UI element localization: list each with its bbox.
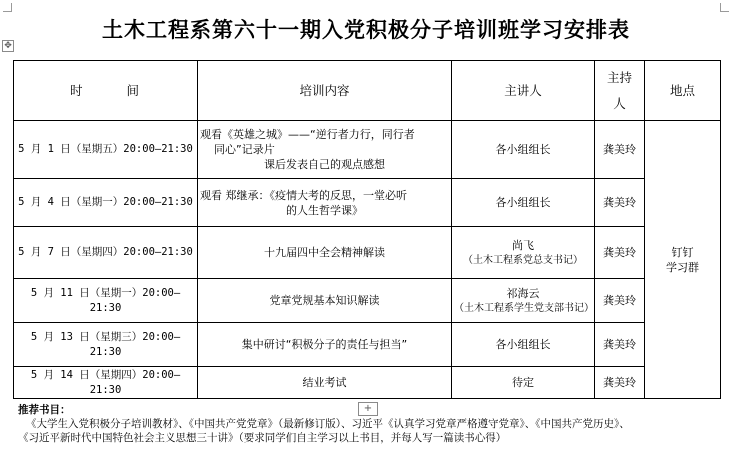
document-title: 土木工程系第六十一期入党积极分子培训班学习安排表 <box>102 17 630 42</box>
row-speaker <box>452 279 595 323</box>
location-line-1: 钉钉 <box>671 245 694 259</box>
row-speaker-name: 祁海云 <box>506 286 540 300</box>
table-header-row <box>14 61 721 121</box>
row-speaker-title: （土木工程系学生党支部书记） <box>454 302 594 314</box>
row-host: 龚美玲 <box>595 227 645 279</box>
row-content: 结业考试 <box>198 367 452 399</box>
header-content: 培训内容 <box>198 61 452 121</box>
header-host <box>595 61 645 121</box>
row-content <box>198 179 452 227</box>
row-speaker-title: （土木工程系党总支书记） <box>463 254 583 266</box>
row-speaker: 各小组组长 <box>452 179 595 227</box>
recommended-reading <box>18 403 728 445</box>
notes-line: 《大学生入党积极分子培训教材》、《中国共产党党章》（最新修订版）、习近平《认真学习党章严格遵守党章》、《中国共产党历史》、 <box>26 418 630 430</box>
header-speaker: 主讲人 <box>452 61 595 121</box>
row-speaker: 各小组组长 <box>452 323 595 367</box>
table-row <box>14 279 721 323</box>
table-row <box>14 179 721 227</box>
row-time: 5 月 13 日（星期三）20:00—21:30 <box>14 323 198 367</box>
row-content-line: 观看 郑继承：《疫情大考的反思，一堂必听 <box>200 188 407 202</box>
notes-heading: 推荐书目： <box>18 404 71 416</box>
notes-line: 《习近平新时代中国特色社会主义思想三十讲》（要求同学们自主学习以上书目，并每人写一篇读书心得） <box>18 432 507 444</box>
row-host: 龚美玲 <box>595 323 645 367</box>
row-content: 十九届四中全会精神解读 <box>198 227 452 279</box>
row-host: 龚美玲 <box>595 121 645 179</box>
row-content-line: 同心”记录片 <box>214 143 275 156</box>
table-row <box>14 227 721 279</box>
table-row <box>14 121 721 179</box>
row-host: 龚美玲 <box>595 179 645 227</box>
row-speaker: 待定 <box>452 367 595 399</box>
location-line-2: 学习群 <box>666 260 699 274</box>
table-row <box>14 367 721 399</box>
row-time: 5 月 11 日（星期一）20:00—21:30 <box>14 279 198 323</box>
row-content: 集中研讨“积极分子的责任与担当” <box>198 323 452 367</box>
schedule-table <box>13 60 721 399</box>
row-time: 5 月 14 日（星期四）20:00—21:30 <box>14 367 198 399</box>
page-corner-mark-left <box>3 3 12 12</box>
row-content-line: 观看《英雄之城》——“逆行者力行，同行者 <box>200 128 415 141</box>
header-time: 时 间 <box>14 61 198 121</box>
row-content-line: 的人生哲学课》 <box>286 203 363 217</box>
location-cell <box>645 121 721 399</box>
table-row <box>14 323 721 367</box>
header-location: 地点 <box>645 61 721 121</box>
page-corner-mark-right <box>720 3 729 12</box>
row-content: 党章党规基本知识解读 <box>198 279 452 323</box>
row-time: 5 月 1 日（星期五）20:00—21:30 <box>14 121 198 179</box>
row-host: 龚美玲 <box>595 367 645 399</box>
table-move-handle-icon[interactable]: ✥ <box>2 40 14 52</box>
row-speaker-name: 尚飞 <box>512 238 534 252</box>
header-host-label: 主持人 <box>606 69 632 111</box>
row-speaker: 各小组组长 <box>452 121 595 179</box>
row-time: 5 月 4 日（星期一）20:00—21:30 <box>14 179 198 227</box>
row-content <box>198 121 452 179</box>
add-row-plus-icon[interactable]: + <box>358 402 378 416</box>
row-speaker <box>452 227 595 279</box>
row-time: 5 月 7 日（星期四）20:00—21:30 <box>14 227 198 279</box>
row-content-line: 课后发表自己的观点感想 <box>264 158 385 171</box>
row-host: 龚美玲 <box>595 279 645 323</box>
